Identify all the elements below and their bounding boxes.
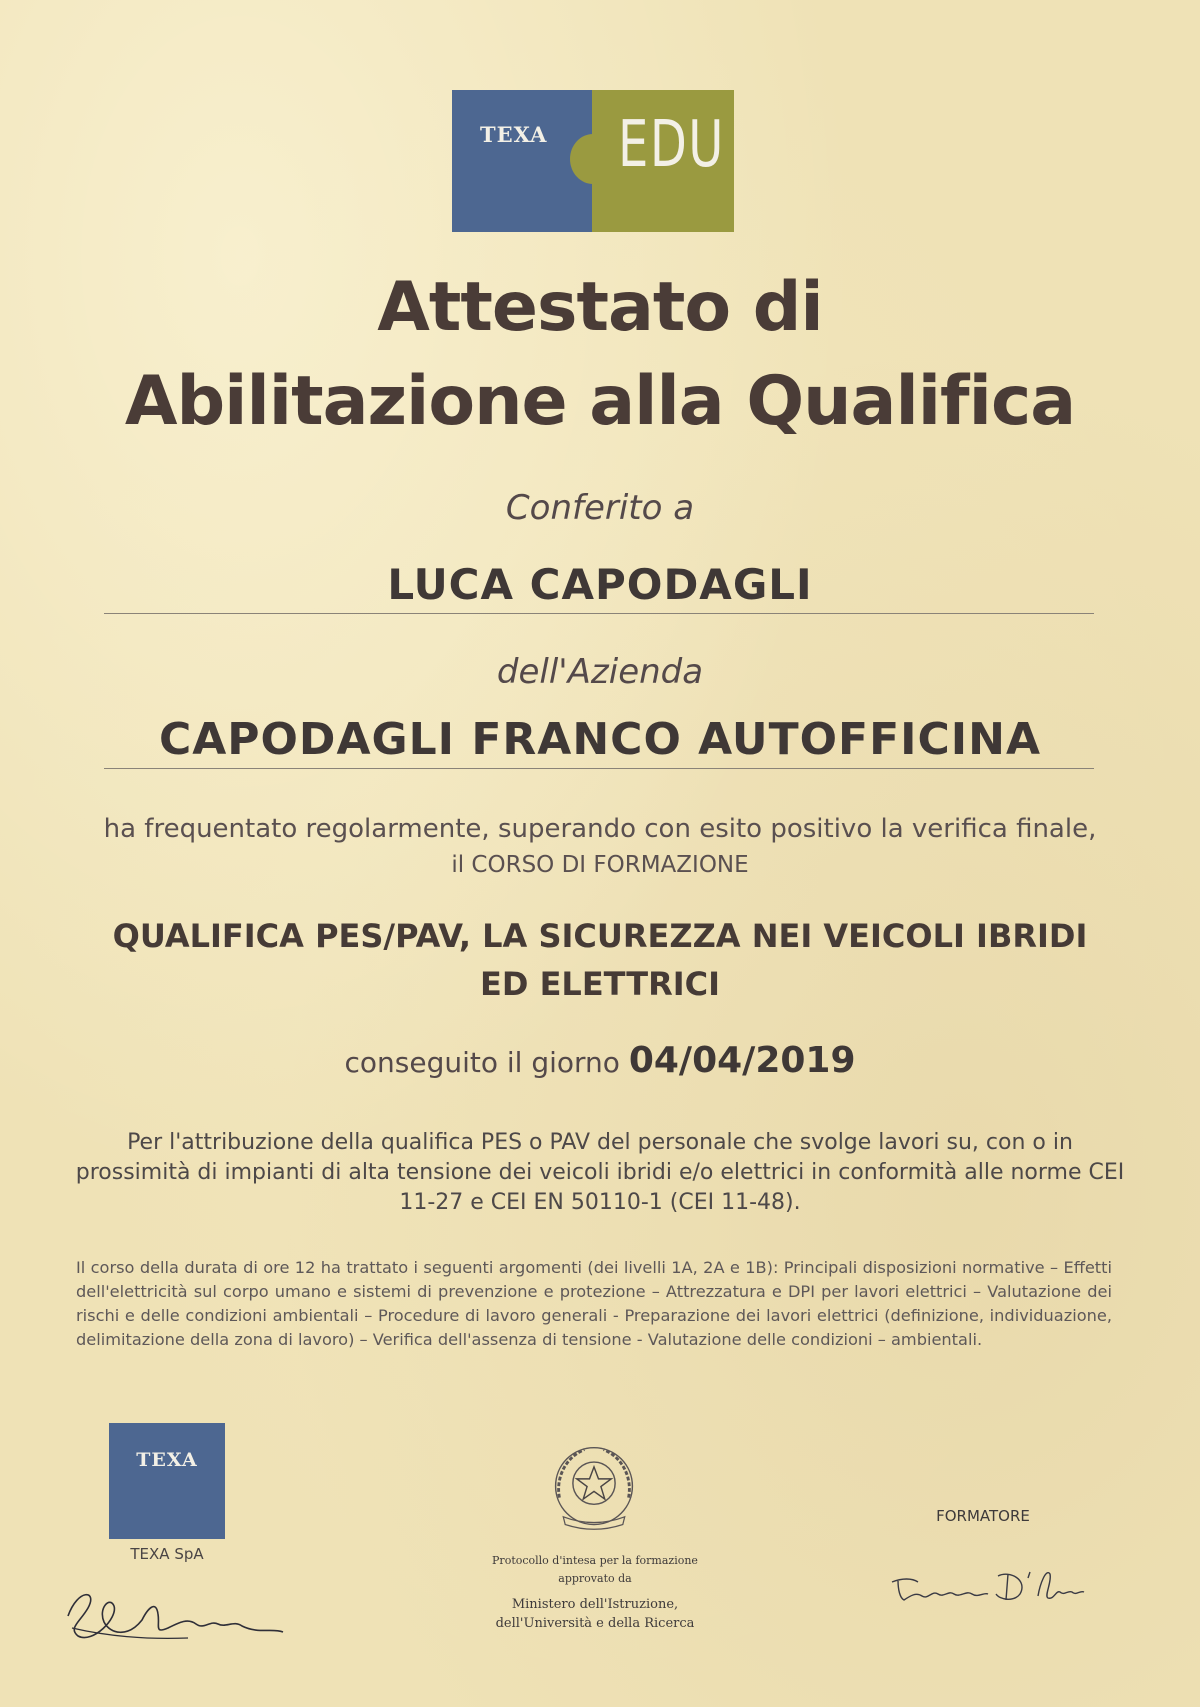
logo-puzzle-nub [570, 134, 616, 184]
recipient-name: LUCA CAPODAGLI [387, 560, 813, 609]
conferred-label: Conferito a [505, 488, 695, 528]
achievement-label: conseguito il giorno [344, 1046, 620, 1079]
italian-republic-emblem [546, 1440, 642, 1536]
achievement-line [0, 1040, 1200, 1081]
protocol-line2: approvato da [558, 1572, 632, 1585]
texa-signature [58, 1578, 288, 1648]
texa-edu-logo [452, 90, 734, 232]
trainer-label: FORMATORE [936, 1507, 1030, 1525]
ministry-line2: dell'Università e della Ricerca [495, 1616, 695, 1631]
course-details: Il corso della durata di ore 12 ha trattato i seguenti argomenti (dei livelli 1A, 2A e 1B): Principali disposizioni normative – Effetti dell'elettricità sul corpo umano e sistemi di prevenzione e protezione – Attrezzatura e DPI per lavori elettrici – Valutazione dei rischi e delle condizioni ambientali – Procedure di lavoro generali - Preparazione dei lavori elettrici (definizione, individuazione, delimitazione della zona di lavoro) – Verifica dell'assenza di tensione - Valutazione delle condizioni – ambientali. [76, 1258, 1112, 1349]
company-name: CAPODAGLI FRANCO AUTOFFICINA [158, 714, 1042, 765]
attendance-line2: il CORSO DI FORMAZIONE [451, 852, 749, 878]
certificate-title-line2: Abilitazione alla Qualifica [124, 362, 1076, 441]
name-underline [104, 613, 1094, 614]
texa-logo-bottom-text: TEXA [136, 1449, 198, 1471]
ministry-line1: Ministero dell'Istruzione, [511, 1597, 679, 1612]
trainer-signature [888, 1560, 1088, 1620]
achievement-date: 04/04/2019 [628, 1040, 856, 1081]
certificate-title-line1: Attestato di [377, 268, 823, 347]
course-title-line2: ED ELETTRICI [480, 965, 720, 1003]
logo-edu-text: EDU [618, 108, 725, 182]
purpose-paragraph: Per l'attribuzione della qualifica PES o PAV del personale che svolge lavori su, con o in prossimità di impianti di alta tensione dei veicoli ibridi e/o elettrici in conformità alle norme CEI 11-27 e CEI EN 50110-1 (CEI 11-48). [75, 1130, 1125, 1215]
logo-texa-text: TEXA [480, 122, 548, 147]
attendance-line1: ha frequentato regolarmente, superando con esito positivo la verifica finale, [103, 814, 1097, 844]
course-title-line1: QUALIFICA PES/PAV, LA SICUREZZA NEI VEICOLI IBRIDI [112, 917, 1088, 955]
protocol-line1: Protocollo d'intesa per la formazione [492, 1554, 698, 1567]
texa-logo-bottom [109, 1423, 225, 1539]
company-underline [104, 768, 1094, 769]
texa-company-label: TEXA SpA [130, 1545, 204, 1563]
company-label: dell'Azienda [496, 652, 704, 692]
